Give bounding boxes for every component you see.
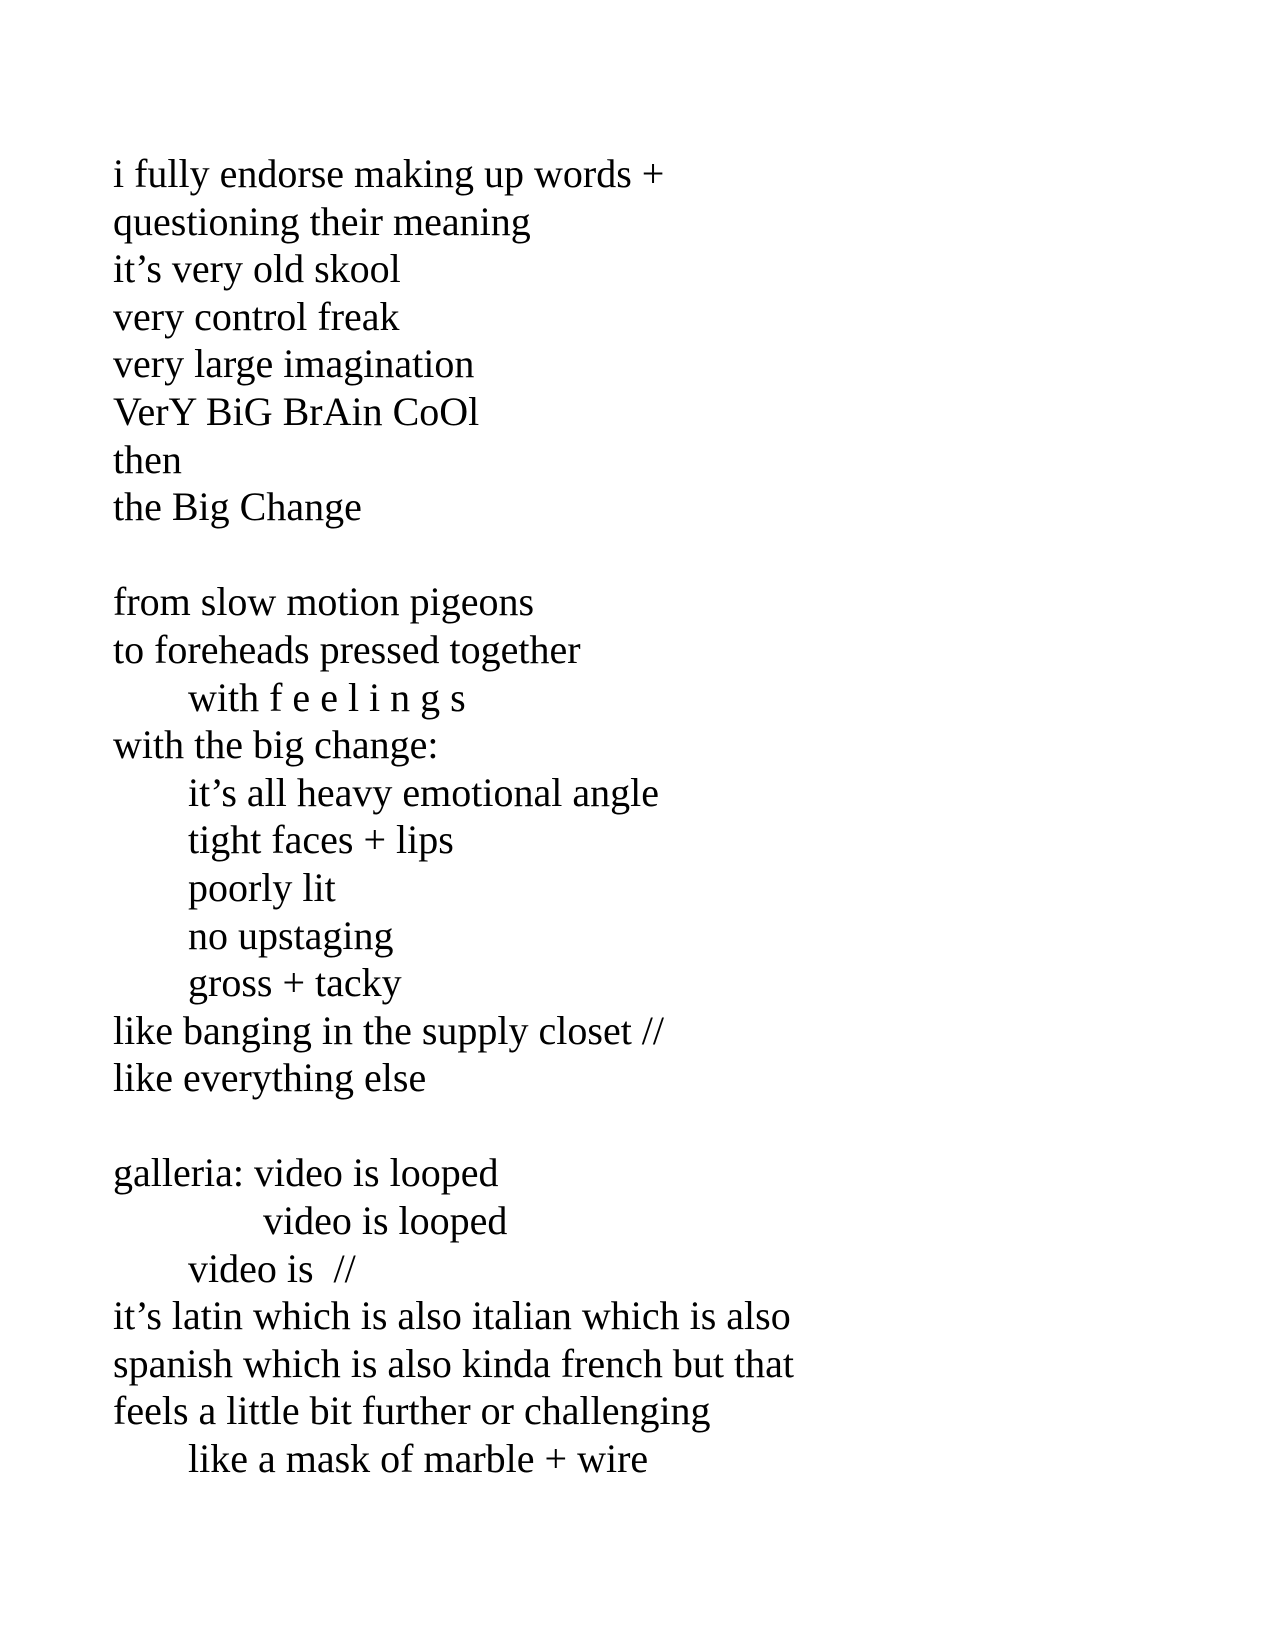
poem-line-indented: with f e e l i n g s	[188, 674, 466, 720]
stanza-3	[113, 1149, 1113, 1482]
poem-line-indented: video is //	[188, 1245, 356, 1291]
poem-line-indented: tight faces + lips	[188, 817, 454, 863]
stanza-break	[113, 531, 1113, 579]
poem-line: very control freak	[113, 293, 400, 339]
poem-line: galleria: video is looped	[113, 1150, 499, 1196]
poem-line-indented: like a mask of marble + wire	[188, 1436, 649, 1482]
poem-line: questioning their meaning	[113, 198, 531, 244]
stanza-2	[113, 578, 1113, 1102]
poem-line: then	[113, 436, 182, 482]
poem-line-indented: gross + tacky	[188, 960, 402, 1006]
poem-line-indented: it’s all heavy emotional angle	[188, 769, 659, 815]
poem-body	[113, 150, 1113, 1483]
poem-line: it’s latin which is also italian which is also	[113, 1293, 791, 1339]
poem-line: with the big change:	[113, 722, 439, 768]
poem-line: feels a little bit further or challenging	[113, 1388, 711, 1434]
poem-line: like banging in the supply closet //	[113, 1007, 665, 1053]
poem-line: VerY BiG BrAin CoOl	[113, 388, 480, 434]
poem-line: spanish which is also kinda french but that	[113, 1340, 794, 1386]
poem-line: like everything else	[113, 1055, 427, 1101]
poem-line: the Big Change	[113, 484, 362, 530]
poem-line-indented: no upstaging	[188, 912, 394, 958]
poem-line: it’s very old skool	[113, 246, 401, 292]
poem-line: to foreheads pressed together	[113, 626, 581, 672]
stanza-break	[113, 1102, 1113, 1150]
poem-line: very large imagination	[113, 341, 475, 387]
poem-line-double-indented: video is looped	[263, 1198, 508, 1244]
stanza-1	[113, 150, 1113, 531]
poem-line-indented: poorly lit	[188, 864, 336, 910]
poem-line: from slow motion pigeons	[113, 579, 535, 625]
poem-line: i fully endorse making up words +	[113, 151, 665, 196]
